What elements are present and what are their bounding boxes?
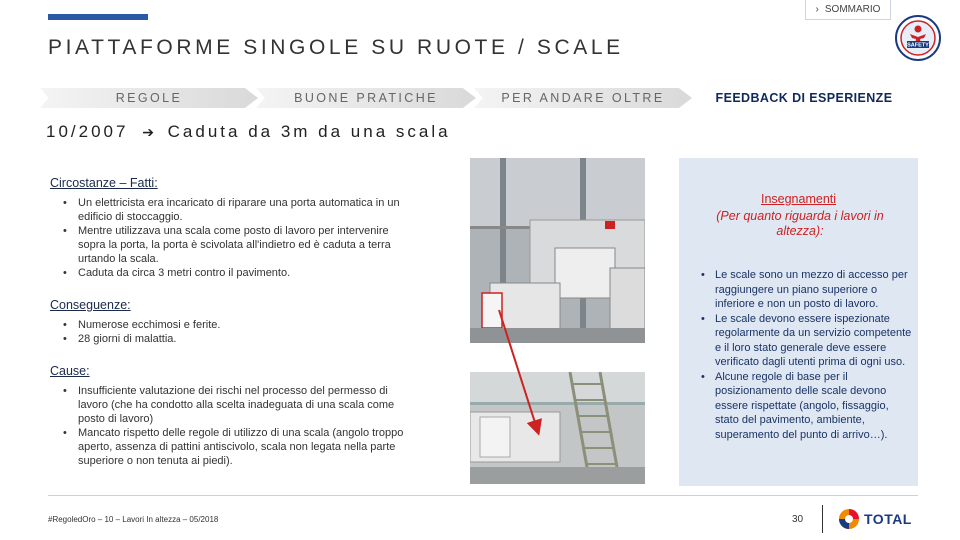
top-accent-bar	[48, 14, 148, 20]
tab-label: PER ANDARE OLTRE	[501, 91, 665, 105]
list-item: • 28 giorni di malattia.	[78, 332, 415, 346]
page-title: PIATTAFORME SINGOLE SU RUOTE / SCALE	[48, 36, 624, 59]
tab-feedback-di-esperienze[interactable]	[690, 88, 918, 108]
footer-separator	[822, 505, 823, 533]
tab-per-andare-oltre[interactable]	[474, 88, 692, 108]
conseguenze-list	[50, 318, 415, 346]
badge-text: SAFETY	[907, 42, 929, 49]
list-item: • Alcune regole di base per il posizionamento delle scale devono essere rispettate (angolo, fissaggio, stato del pavimento, ambiente, superamento del punto di arrivo…).	[715, 370, 915, 443]
list-item: • Le scale devono essere ispezionate regolarmente da un servizio competente e il loro stato generale deve essere verificato dagli utenti prima di ogni uso.	[715, 312, 915, 370]
conseguenze-heading: Conseguenze:	[50, 298, 131, 312]
sommario-link[interactable]	[805, 0, 891, 20]
chevron-right-icon: ›	[815, 4, 819, 15]
insegnamenti-list	[700, 268, 915, 442]
incident-date: 10/2007	[46, 122, 129, 141]
list-item: • Numerose ecchimosi e ferite.	[78, 318, 415, 332]
list-item: • Mentre utilizzava una scala come posto di lavoro per intervenire sopra la porta, la porta è scivolata all'indietro ed è caduta a terra urtando la scala.	[78, 224, 415, 266]
tab-buone-pratiche[interactable]	[256, 88, 476, 108]
safety-badge-logo	[894, 12, 942, 64]
page-number: 30	[792, 514, 804, 525]
cause-heading: Cause:	[50, 364, 90, 378]
tab-regole[interactable]	[40, 88, 258, 108]
tab-label: REGOLE	[115, 91, 183, 105]
total-logo-icon	[838, 508, 860, 530]
ladder-photo	[470, 372, 645, 484]
list-item: • Caduta da circa 3 metri contro il pavimento.	[78, 266, 415, 280]
incident-subtitle	[46, 122, 451, 142]
total-logo	[838, 506, 912, 532]
insegnamenti-subheading: (Per quanto riguarda i lavori in altezza):	[716, 209, 884, 238]
circostanze-list	[50, 196, 415, 280]
footer-divider	[48, 495, 918, 496]
tab-label: BUONE PRATICHE	[294, 91, 438, 105]
insegnamenti-heading: Insegnamenti	[760, 192, 837, 206]
list-item: • Un elettricista era incaricato di riparare una porta automatica in un edificio di stoccaggio.	[78, 196, 415, 224]
list-item: • Le scale sono un mezzo di accesso per raggiungere un piano superiore o inferiore e non un posto di lavoro.	[715, 268, 915, 312]
circostanze-heading: Circostanze – Fatti:	[50, 176, 158, 190]
sommario-label: SOMMARIO	[824, 4, 881, 15]
footer-text: #RegoledOro – 10 – Lavori In altezza – 05/2018	[48, 515, 219, 524]
list-item: • Insufficiente valutazione dei rischi nel processo del permesso di lavoro (che ha condotto alla scelta inadeguata di una scala come posto di lavoro)	[78, 384, 415, 426]
total-logo-text: TOTAL	[864, 511, 912, 527]
list-item: • Mancato rispetto delle regole di utilizzo di una scala (angolo troppo aperto, assenza di pattini antiscivolo, scala non legata nella parte superiore o non tenuta ai piedi).	[78, 426, 415, 468]
tab-label: FEEDBACK DI ESPERIENZE	[715, 91, 893, 105]
incident-description	[50, 176, 415, 468]
arrow-right-icon: ➔	[142, 124, 154, 140]
cause-list	[50, 384, 415, 468]
warehouse-photo	[470, 158, 645, 343]
incident-title: Caduta da 3m da una scala	[167, 122, 451, 141]
